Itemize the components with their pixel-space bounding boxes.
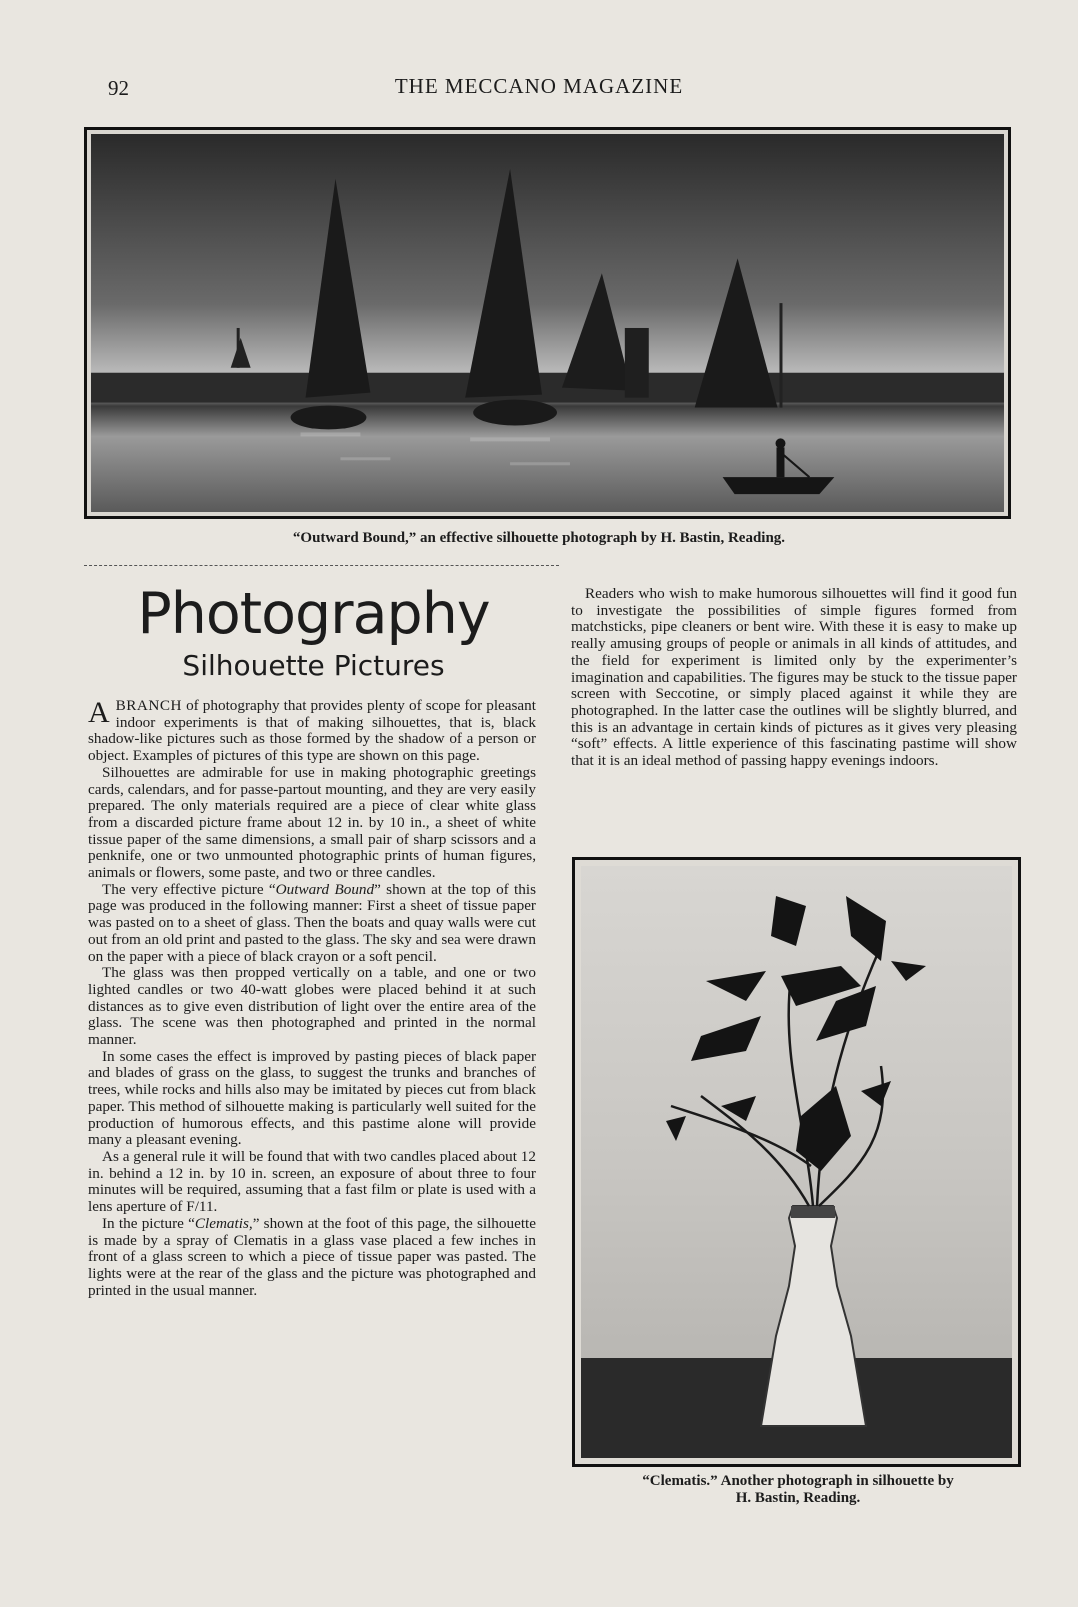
page-number: 92	[108, 76, 129, 100]
paragraph-3-end: ” shown at the top of this page was produced in the following manner: First a sheet of tissue paper was pasted on to a sheet of glass. Then the boats and quay walls were cut out from an old print and pasted to the glass. The sky and sea were drawn on the paper with a piece of black crayon or a soft pencil.	[88, 880, 537, 965]
paragraph-6: As a general rule it will be found that with two candles placed about 12 in. behind a 12 in. by 10 in. screen, an exposure of about three to four minutes will be required, assuming that a fast film or plate is used with a lens aperture of F/11.	[88, 1147, 536, 1216]
paragraph-1	[88, 698, 536, 765]
outward-bound-photo	[84, 127, 1011, 519]
paragraph-7-title: Clematis,	[194, 1214, 253, 1232]
clematis-caption	[568, 1473, 1028, 1507]
paragraph-5: In some cases the effect is improved by pasting pieces of black paper and blades of grass on the glass, to suggest the trunks and branches of trees, while rocks and hills also may be imitated by pieces cut from black paper. This method of silhouette making is particularly well suited for the production of humorous effects, and this pastime alone will provide many a pleasant evening.	[88, 1047, 536, 1149]
paragraph-3-title: Outward Bound	[275, 880, 375, 898]
paragraph-8: Readers who wish to make humorous silhouettes will find it good fun to investigate the possibilities of simple figures formed from matchsticks, pipe cleaners or bent wire. With these it is easy to make up really amusing groups of people or animals in all kinds of attitudes, and the field for experiment is limited only by the experimenter’s imagination and capabilities. The figures may be stuck to the tissue paper screen with Seccotine, or simply placed against it while they are photographed. In the latter case the outlines will be slightly blurred, and this is an advantage in certain kinds of pictures as it gives very pleasing “soft” effects. A little experience of this fascinating pastime will show that it is an ideal method of passing happy evenings indoors.	[571, 585, 1017, 770]
paragraph-4: The glass was then propped vertically on a table, and one or two lighted candles or two 40-watt globes were placed behind it at such distances as to give even distribution of light over the entire area of the glass. The scene was then photographed and printed in the normal manner.	[88, 964, 536, 1049]
clematis-caption-line-1: “Clematis.” Another photograph in silhouette by	[642, 1473, 954, 1489]
paragraph-3-start: The very effective picture “	[102, 880, 276, 898]
paragraph-1-text: of photography that provides plenty of scope for pleasant indoor experiments is that of making silhouettes, that is, black shadow-like pictures such as those formed by the shadow of a person or object. Examples of pictures of this type are shown on this page.	[88, 697, 536, 765]
left-column	[88, 698, 536, 1299]
paragraph-2: Silhouettes are admirable for use in making photographic greetings cards, calendars, and for passe-partout mounting, and they are very easily prepared. The only materials required are a piece of clear white glass from a discarded picture frame about 12 in. by 10 in., a sheet of white tissue paper of the same dimensions, a small pair of sharp scissors and a penknife, one or two unmounted photographic prints of human figures, animals or flowers, some paste, and two or three candles.	[88, 763, 536, 882]
paragraph-7-start: In the picture “	[102, 1214, 195, 1232]
clematis-caption-line-2: H. Bastin, Reading.	[735, 1490, 861, 1506]
paragraph-3	[88, 882, 536, 966]
article-subheadline: Silhouette Pictures	[182, 649, 445, 682]
paragraph-7	[88, 1216, 536, 1300]
paragraph-7-end: ” shown at the foot of this page, the silhouette is made by a spray of Clematis in a glass vase placed a few inches in front of a glass screen to which a piece of tissue paper was pasted. The lights were at the rear of the glass and the picture was photographed and printed in the usual manner.	[88, 1214, 536, 1299]
dropcap: A	[88, 696, 110, 729]
clematis-photo	[572, 857, 1021, 1467]
right-column	[571, 586, 1017, 770]
divider-rule	[84, 565, 559, 566]
article-headline: Photography	[137, 581, 490, 647]
running-header: THE MECCANO MAGAZINE	[394, 74, 684, 98]
lead-word: BRANCH	[115, 697, 182, 714]
top-photo-caption: “Outward Bound,” an effective silhouette photograph by H. Bastin, Reading.	[292, 530, 786, 546]
